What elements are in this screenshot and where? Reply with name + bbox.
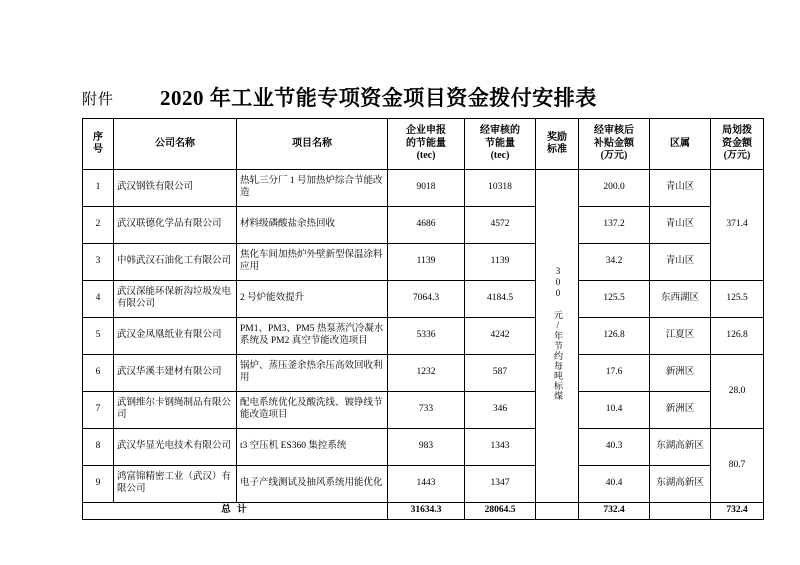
cell-seq: 7 xyxy=(83,392,114,429)
header-declared-line3: (tec) xyxy=(416,150,436,162)
cell-district: 青山区 xyxy=(650,207,711,244)
table-row xyxy=(83,392,764,429)
cell-declared: 9018 xyxy=(388,170,465,207)
header-plan-line2: 资金额 xyxy=(722,137,752,149)
cell-plan-amount: 126.8 xyxy=(711,318,764,355)
cell-subsidy: 40.3 xyxy=(579,429,650,466)
cell-district: 东西湖区 xyxy=(650,281,711,318)
cell-audited: 1139 xyxy=(465,244,536,281)
cell-subsidy: 126.8 xyxy=(579,318,650,355)
cell-project: t3 空压机 ES360 集控系统 xyxy=(237,429,388,466)
table-total-row xyxy=(83,503,764,520)
cell-audited: 4184.5 xyxy=(465,281,536,318)
cell-subsidy: 200.0 xyxy=(579,170,650,207)
cell-seq: 3 xyxy=(83,244,114,281)
total-declared: 31634.3 xyxy=(388,503,465,520)
cell-declared: 7064.3 xyxy=(388,281,465,318)
cell-audited: 1347 xyxy=(465,466,536,503)
table-header xyxy=(83,119,764,170)
cell-company: 武汉华显光电技术有限公司 xyxy=(114,429,237,466)
cell-declared: 5336 xyxy=(388,318,465,355)
cell-declared: 1232 xyxy=(388,355,465,392)
cell-seq: 6 xyxy=(83,355,114,392)
cell-company: 武钢维尔卡钢绳制品有限公司 xyxy=(114,392,237,429)
total-standard-empty xyxy=(536,503,579,520)
cell-project: 电子产线测试及抽风系统用能优化 xyxy=(237,466,388,503)
total-subsidy: 732.4 xyxy=(579,503,650,520)
cell-plan-amount: 28.0 xyxy=(711,355,764,429)
header-award-standard xyxy=(536,119,579,170)
header-project: 项目名称 xyxy=(237,119,388,170)
header-district: 区属 xyxy=(650,119,711,170)
funding-allocation-table xyxy=(82,118,764,520)
cell-district: 青山区 xyxy=(650,244,711,281)
header-audited-line1: 经审核的 xyxy=(480,125,520,137)
header-declared-line2: 的节能量 xyxy=(406,137,446,149)
cell-company: 武汉钢铁有限公司 xyxy=(114,170,237,207)
table-row xyxy=(83,207,764,244)
header-seq xyxy=(83,119,114,170)
cell-declared: 1139 xyxy=(388,244,465,281)
cell-subsidy: 10.4 xyxy=(579,392,650,429)
page-title: 2020 年工业节能专项资金项目资金拨付安排表 xyxy=(160,86,597,110)
cell-project: PM1、PM3、PM5 热泵蒸汽冷凝水系统及 PM2 真空节能改造项目 xyxy=(237,318,388,355)
cell-declared: 733 xyxy=(388,392,465,429)
header-declared-line1: 企业申报 xyxy=(406,125,446,137)
table-row xyxy=(83,466,764,503)
cell-district: 青山区 xyxy=(650,170,711,207)
header-plan-line1: 局划拨 xyxy=(722,125,752,137)
header-standard-line2: 标准 xyxy=(547,144,567,155)
header-row xyxy=(83,119,764,170)
cell-audited: 10318 xyxy=(465,170,536,207)
cell-project: 2 号炉能效提升 xyxy=(237,281,388,318)
cell-subsidy: 17.6 xyxy=(579,355,650,392)
cell-seq: 4 xyxy=(83,281,114,318)
header-seq-line2: 号 xyxy=(93,144,103,155)
cell-seq: 5 xyxy=(83,318,114,355)
header-audited-line2: 节能量 xyxy=(485,137,515,149)
cell-district: 新洲区 xyxy=(650,355,711,392)
award-standard-text: 300 元/年节约每吨标煤 xyxy=(552,266,563,402)
header-subsidy xyxy=(579,119,650,170)
header-company: 公司名称 xyxy=(114,119,237,170)
header-audited xyxy=(465,119,536,170)
table-body xyxy=(83,170,764,520)
table-row xyxy=(83,318,764,355)
header-subsidy-line1: 经审核后 xyxy=(594,125,634,137)
total-plan: 732.4 xyxy=(711,503,764,520)
cell-plan-amount: 80.7 xyxy=(711,429,764,503)
table-row xyxy=(83,170,764,207)
cell-plan-amount: 371.4 xyxy=(711,170,764,281)
cell-project: 配电系统优化及酸洗线、镀铮线节能改造项目 xyxy=(237,392,388,429)
cell-audited: 4242 xyxy=(465,318,536,355)
total-label: 总 计 xyxy=(83,503,388,520)
attachment-label: 附件 xyxy=(82,92,115,108)
cell-company: 武汉深能环保新沟垃圾发电有限公司 xyxy=(114,281,237,318)
cell-subsidy: 40.4 xyxy=(579,466,650,503)
total-audited: 28064.5 xyxy=(465,503,536,520)
header-audited-line3: (tec) xyxy=(490,150,510,162)
cell-plan-amount: 125.5 xyxy=(711,281,764,318)
cell-company: 武汉金凤凰纸业有限公司 xyxy=(114,318,237,355)
cell-district: 东湖高新区 xyxy=(650,466,711,503)
header-plan-line3: (万元) xyxy=(723,150,751,162)
cell-project: 焦化车间加热炉外壁新型保温涂料应用 xyxy=(237,244,388,281)
cell-subsidy: 125.5 xyxy=(579,281,650,318)
cell-declared: 1443 xyxy=(388,466,465,503)
cell-district: 东湖高新区 xyxy=(650,429,711,466)
cell-district: 新洲区 xyxy=(650,392,711,429)
cell-district: 江夏区 xyxy=(650,318,711,355)
header-plan xyxy=(711,119,764,170)
cell-seq: 2 xyxy=(83,207,114,244)
cell-seq: 8 xyxy=(83,429,114,466)
cell-project: 锅炉、蒸压釜余热余压高效回收利用 xyxy=(237,355,388,392)
table-row xyxy=(83,355,764,392)
cell-project: 热轧三分厂 1 号加热炉综合节能改造 xyxy=(237,170,388,207)
table-row xyxy=(83,281,764,318)
cell-seq: 1 xyxy=(83,170,114,207)
header-subsidy-line3: (万元) xyxy=(600,150,628,162)
cell-company: 武汉联德化学品有限公司 xyxy=(114,207,237,244)
cell-subsidy: 34.2 xyxy=(579,244,650,281)
total-district-empty xyxy=(650,503,711,520)
cell-subsidy: 137.2 xyxy=(579,207,650,244)
cell-declared: 4686 xyxy=(388,207,465,244)
cell-seq: 9 xyxy=(83,466,114,503)
cell-audited: 346 xyxy=(465,392,536,429)
cell-audited: 4572 xyxy=(465,207,536,244)
cell-declared: 983 xyxy=(388,429,465,466)
table-row xyxy=(83,244,764,281)
cell-project: 材料级磷酸盐余热回收 xyxy=(237,207,388,244)
cell-company: 中韩武汉石油化工有限公司 xyxy=(114,244,237,281)
cell-audited: 587 xyxy=(465,355,536,392)
header-seq-line1: 序 xyxy=(93,131,103,143)
cell-company: 鸿富锦精密工业（武汉）有限公司 xyxy=(114,466,237,503)
cell-audited: 1343 xyxy=(465,429,536,466)
cell-award-standard xyxy=(536,170,579,503)
header-subsidy-line2: 补贴金额 xyxy=(594,137,634,149)
header-declared xyxy=(388,119,465,170)
table-row xyxy=(83,429,764,466)
cell-company: 武汉华溪丰建材有限公司 xyxy=(114,355,237,392)
header-standard-line1: 奖励 xyxy=(547,131,567,143)
